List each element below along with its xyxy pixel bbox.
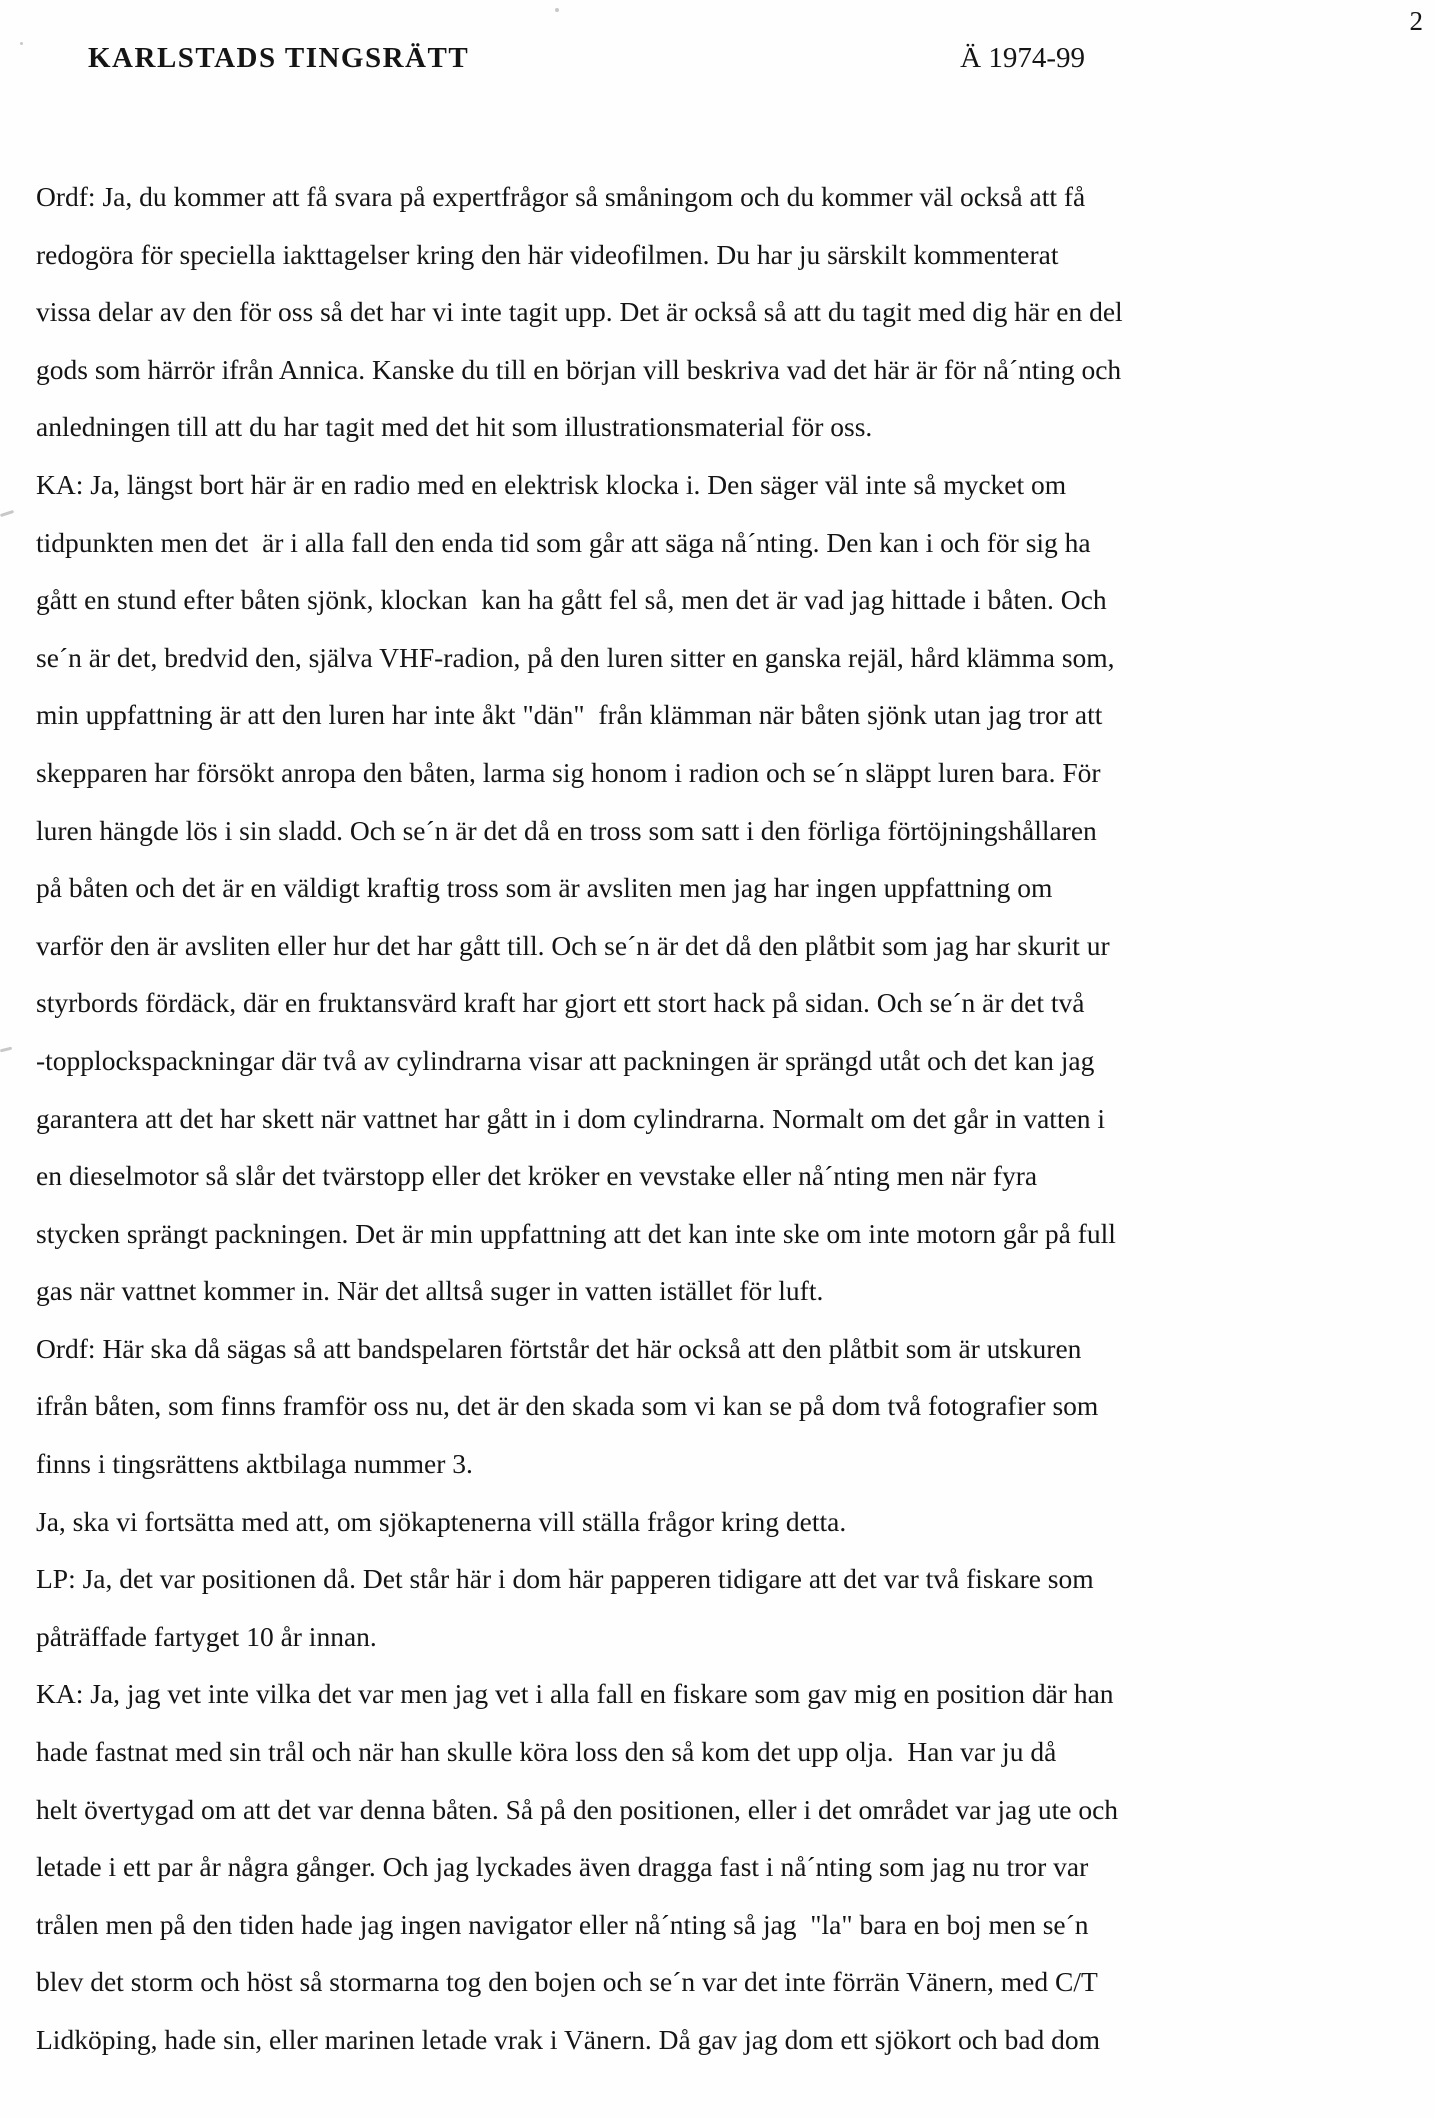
scan-artifact [0, 510, 14, 517]
transcript-line: -topplockspackningar där två av cylindrarna visar att packningen är sprängd utåt och det kan jag [36, 1044, 1095, 1076]
transcript-line: trålen men på den tiden hade jag ingen navigator eller nå´nting så jag "la" bara en boj men se´n [36, 1908, 1089, 1940]
transcript-line: ifrån båten, som finns framför oss nu, det är den skada som vi kan se på dom två fotografier som [36, 1390, 1099, 1422]
transcript-line: letade i ett par år några gånger. Och jag lyckades även dragga fast i nå´nting som jag nu tror var [36, 1851, 1089, 1883]
transcript-line: KA: Ja, jag vet inte vilka det var men jag vet i alla fall en fiskare som gav mig en position där han [36, 1678, 1114, 1710]
transcript-line: blev det storm och höst så stormarna tog den bojen och se´n var det inte förrän Vänern, med C/T [36, 1966, 1098, 1998]
transcript-line: gått en stund efter båten sjönk, klockan kan ha gått fel så, men det är vad jag hittade i båten. Och [36, 584, 1107, 616]
transcript-line: redogöra för speciella iakttagelser kring den här videofilmen. Du har ju särskilt kommenterat [36, 238, 1059, 270]
transcript-line: finns i tingsrättens aktbilaga nummer 3. [36, 1448, 473, 1480]
transcript-line: gods som härrör ifrån Annica. Kanske du till en början vill beskriva vad det här är för nå´nting och [36, 353, 1122, 385]
transcript-line: garantera att det har skett när vattnet har gått in i dom cylindrarna. Normalt om det går in vatten i [36, 1102, 1106, 1134]
case-number: Ä 1974-99 [960, 42, 1085, 74]
transcript-line: på båten och det är en väldigt kraftig tross som är avsliten men jag har ingen uppfattning om [36, 872, 1053, 904]
scan-artifact [0, 1047, 12, 1053]
transcript-line: KA: Ja, längst bort här är en radio med en elektrisk klocka i. Den säger väl inte så mycket om [36, 468, 1067, 500]
document-header [88, 42, 1375, 75]
transcript-line: Ja, ska vi fortsätta med att, om sjökaptenerna vill ställa frågor kring detta. [36, 1505, 847, 1537]
scan-artifact [555, 8, 559, 12]
transcript-line: skepparen har försökt anropa den båten, larma sig honom i radion och se´n släppt luren bara. För [36, 756, 1101, 788]
transcript-line: en dieselmotor så slår det tvärstopp eller det kröker en vevstake eller nå´nting men när fyra [36, 1160, 1038, 1192]
transcript-body [36, 168, 1408, 2069]
transcript-line: hade fastnat med sin trål och när han skulle köra loss den så kom det upp olja. Han var ju då [36, 1736, 1057, 1768]
transcript-line: tidpunkten men det är i alla fall den enda tid som går att säga nå´nting. Den kan i och för sig ha [36, 526, 1091, 558]
page-number: 2 [1409, 6, 1423, 36]
court-name: KARLSTADS TINGSRÄTT [88, 42, 470, 74]
transcript-line: stycken sprängt packningen. Det är min uppfattning att det kan inte ske om inte motorn går på full [36, 1217, 1116, 1249]
transcript-line: helt övertygad om att det var denna båten. Så på den positionen, eller i det området var jag ute och [36, 1793, 1119, 1825]
transcript-line: min uppfattning är att den luren har inte åkt "dän" från klämman när båten sjönk utan jag tror att [36, 699, 1103, 731]
transcript-line: se´n är det, bredvid den, själva VHF-radion, på den luren sitter en ganska rejäl, hård klämma som, [36, 641, 1115, 673]
transcript-line: Ordf: Här ska då sägas så att bandspelaren förtstår det här också att den plåtbit som är utskuren [36, 1332, 1082, 1364]
transcript-line: luren hängde lös i sin sladd. Och se´n är det då en tross som satt i den förliga förtöjningshållaren [36, 814, 1097, 846]
scan-artifact [20, 42, 23, 45]
transcript-line: varför den är avsliten eller hur det har gått till. Och se´n är det då den plåtbit som jag har skurit ur [36, 929, 1110, 961]
transcript-line: vissa delar av den för oss så det har vi inte tagit upp. Det är också så att du tagit med dig här en del [36, 296, 1123, 328]
transcript-line: gas när vattnet kommer in. När det alltså suger in vatten istället för luft. [36, 1275, 824, 1307]
transcript-line: Ordf: Ja, du kommer att få svara på expertfrågor så småningom och du kommer väl också att få [36, 181, 1086, 212]
transcript-line: styrbords fördäck, där en fruktansvärd kraft har gjort ett stort hack på sidan. Och se´n är det två [36, 987, 1085, 1019]
transcript-line: Lidköping, hade sin, eller marinen letade vrak i Vänern. Då gav jag dom ett sjökort och bad dom [36, 2024, 1101, 2055]
transcript-line: påträffade fartyget 10 år innan. [36, 1620, 377, 1652]
transcript-line: LP: Ja, det var positionen då. Det står här i dom här papperen tidigare att det var två fiskare som [36, 1563, 1094, 1595]
transcript-line: anledningen till att du har tagit med det hit som illustrationsmaterial för oss. [36, 411, 873, 443]
